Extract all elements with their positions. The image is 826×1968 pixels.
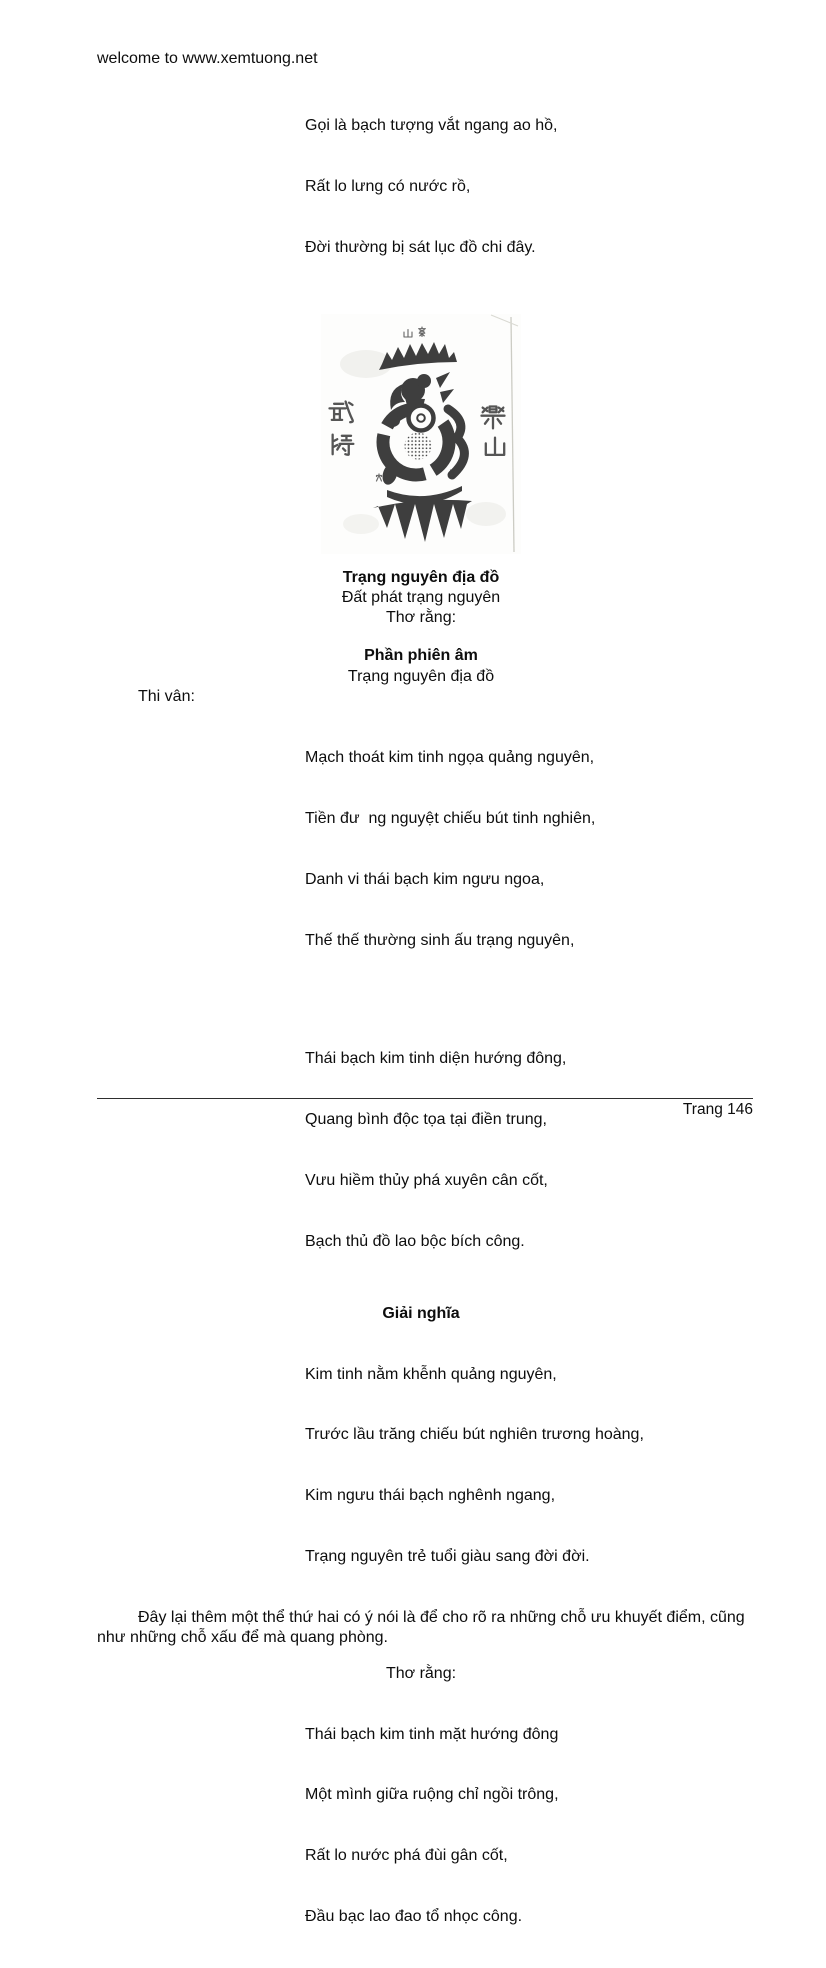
phien-am-subheading-block	[97, 646, 745, 687]
creature-shoulder	[384, 415, 400, 427]
poem-line: Rất lo nước phá đùi gân cốt,	[305, 1847, 508, 1865]
poem-line: Mạch thoát kim tinh ngọa quảng nguyên,	[305, 748, 595, 766]
poem-line: Bạch thủ đồ lao bộc bích công.	[305, 1232, 525, 1250]
poem-line: Đời thường bị sát lục đồ chi đây.	[305, 238, 536, 256]
white-ring-center-dot	[417, 414, 425, 422]
section-subtitle: Đất phát trạng nguyên	[341, 588, 501, 606]
poem-line: Một mình giữa ruộng chỉ ngồi trông,	[305, 1786, 559, 1804]
tho-rang-label-2: Thơ rằng:	[385, 1664, 457, 1682]
scanned-diagram-figure	[321, 314, 521, 554]
poem-line: Thái bạch kim tinh mặt hướng đông	[305, 1725, 559, 1743]
poem-line: Trước lầu trăng chiếu bút nghiên trương hoàng,	[305, 1426, 644, 1444]
phien-am-subtitle: Trạng nguyên địa đồ	[347, 667, 495, 685]
poem-line: Thế thế thường sinh ấu trạng nguyên,	[305, 931, 575, 949]
poem-line: Vưu hiềm thủy phá xuyên cân cốt,	[305, 1171, 548, 1189]
tho-rang-label: Thơ rằng:	[385, 609, 457, 627]
poem-line: Rất lo lưng có nước rồ,	[305, 177, 471, 195]
giai-nghia-poem	[97, 1324, 745, 1608]
poem-line: Đầu bạc lao đao tổ nhọc công.	[305, 1908, 523, 1926]
giai-nghia-title: Giải nghĩa	[382, 1304, 460, 1322]
explanatory-paragraph: Đây lại thêm một thể thứ hai có ý nói là để cho rõ ra những chỗ ưu khuyết điểm, cũng như những chỗ xấu để mà quang phòng.	[97, 1609, 745, 1647]
poem-line: Kim ngưu thái bạch nghênh ngang,	[305, 1487, 556, 1505]
poem-line: Thái bạch kim tinh diện hướng đông,	[305, 1050, 567, 1068]
stanza-1	[97, 707, 745, 991]
intro-poem	[97, 75, 745, 298]
page-footer	[97, 1098, 753, 1120]
feng-shui-diagram	[321, 314, 521, 554]
phien-am-title: Phần phiên âm	[364, 647, 478, 665]
thi-van-label: Thi vân:	[138, 688, 195, 706]
stanza-2	[97, 1009, 745, 1293]
stippled-circle	[405, 432, 432, 459]
final-poem	[97, 1684, 745, 1968]
poem-line: Gọi là bạch tượng vắt ngang ao hồ,	[305, 116, 558, 134]
poem-line: Trạng nguyên trẻ tuổi giàu sang đời đời.	[305, 1548, 590, 1566]
poem-line: Tiền đư ng nguyệt chiếu bút tinh nghiên,	[305, 809, 596, 827]
poem-line: Quang bình độc tọa tại điền trung,	[305, 1110, 547, 1128]
poem-line: Kim tinh nằm khễnh quảng nguyên,	[305, 1365, 557, 1383]
site-welcome-text: welcome to www.xemtuong.net	[97, 50, 318, 67]
section-title: Trạng nguyên địa đồ	[342, 568, 500, 586]
creature-head-bump	[417, 374, 431, 388]
section-phien-am-heading-block	[97, 568, 745, 629]
page-content	[97, 0, 745, 1968]
page-number-label: Trang 146	[682, 1101, 753, 1118]
poem-line: Danh vi thái bạch kim ngưu ngoa,	[305, 870, 545, 888]
